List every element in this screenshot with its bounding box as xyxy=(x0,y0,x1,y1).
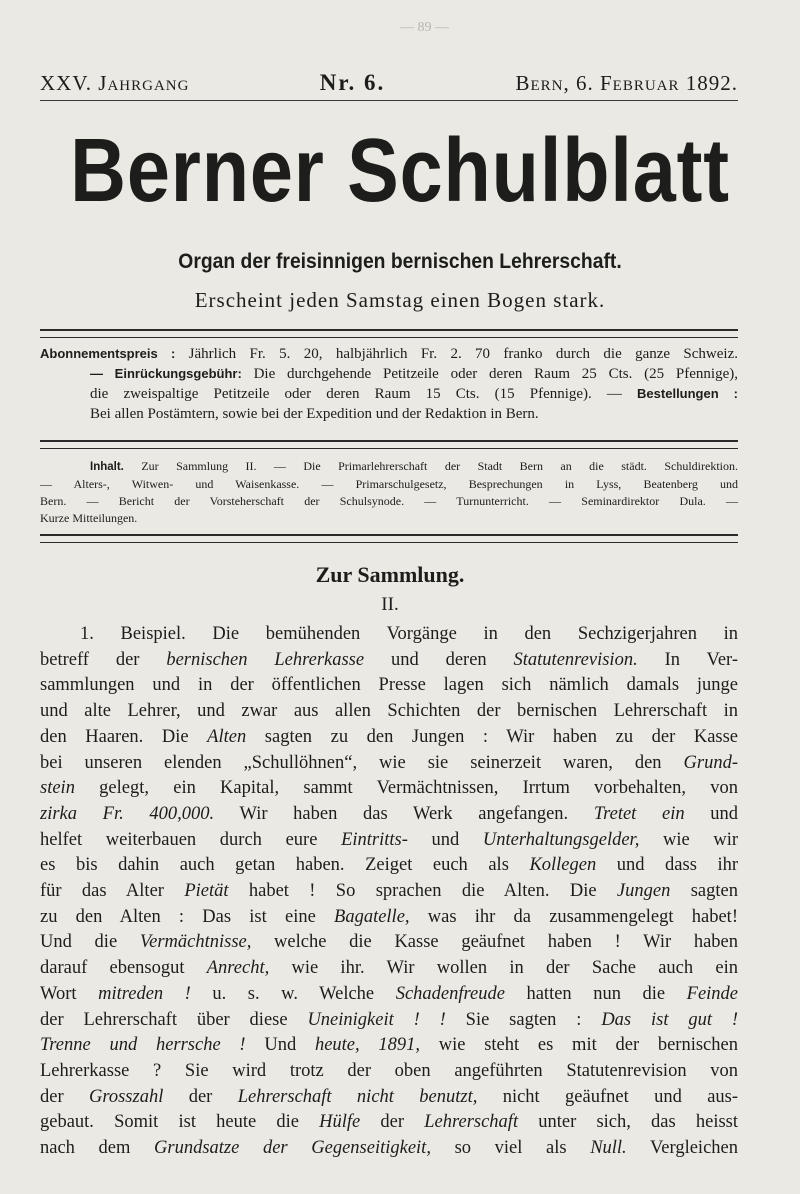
contents-double-rule xyxy=(40,534,738,543)
orders-label: Bestellungen : xyxy=(637,386,738,401)
contents-line: — Alters-, Witwen- und Waisenkasse. — Primarschulgesetz, Besprechungen in Lyss, Beatenberg und xyxy=(40,477,738,491)
issue-number: Nr. 6. xyxy=(319,70,386,95)
article-line: es bis dahin auch getan haben. Zeiget euch als Kollegen und dass ihr xyxy=(40,855,739,876)
volume-label: XXV. Jahrgang xyxy=(40,71,190,95)
article-line: helfet weiterbauen durch eure Eintritts- und Unterhaltungsgelder, wie wir xyxy=(40,829,738,850)
place-date: Bern, 6. Februar 1892. xyxy=(515,71,738,95)
contents-text: Zur Sammlung II. — Die Primarlehrerschaft der Stadt Bern an die städt. Schuldirektion. xyxy=(141,459,739,473)
article-line: stein gelegt, ein Kapital, sammt Vermächtnissen, Irrtum vorbehalten, von xyxy=(40,778,738,799)
subscription-line xyxy=(40,384,738,404)
contents-line: Bern. — Bericht der Vorsteherschaft der Schulsynode. — Turnunterricht. — Seminardirektor Dula. — xyxy=(40,494,738,508)
article-line: zirka Fr. 400,000. Wir haben das Werk angefangen. Tretet ein und xyxy=(40,803,738,824)
subscription-line xyxy=(40,364,738,384)
table-of-contents xyxy=(40,458,738,527)
article-line: 1. Beispiel. Die bemühenden Vorgänge in den Sechzigerjahren in xyxy=(80,624,738,644)
insertion-fee-text-2: die zweispaltige Petitzeile oder deren Raum 15 Cts. (15 Pfennige). — xyxy=(90,386,622,402)
publication-frequency: Erscheint jeden Samstag einen Bogen stark. xyxy=(194,288,606,312)
article-line: für das Alter Pietät habet ! So sprachen die Alten. Die Jungen sagten xyxy=(40,881,738,902)
article-line: sammlungen und in der öffentlichen Presse lagen sich nämlich damals junge xyxy=(40,675,738,696)
article-line: Und die Vermächtnisse, welche die Kasse geäufnet haben ! Wir haben xyxy=(40,932,738,953)
issue-header xyxy=(40,70,738,96)
article-line: gebaut. Somit ist heute die Hülfe der Lehrerschaft unter sich, das heisst xyxy=(40,1112,739,1133)
subscription-line xyxy=(40,344,738,364)
masthead-double-rule xyxy=(40,329,738,338)
article-line: zu den Alten : Das ist eine Bagatelle, was ihr da zusammengelegt habet! xyxy=(40,906,738,927)
article-line: und alte Lehrer, und zwar aus allen Schichten der bernischen Lehrerschaft in xyxy=(40,701,738,722)
article-line: Trenne und herrsche ! Und heute, 1891, wie steht es mit der bernischen xyxy=(40,1035,738,1056)
article-line: betreff der bernischen Lehrerkasse und deren Statutenrevision. In Ver- xyxy=(40,649,738,670)
contents-label: Inhalt. xyxy=(90,461,124,473)
subscription-line xyxy=(40,404,738,424)
article-line: nach dem Grundsatze der Gegenseitigkeit, so viel als Null. Vergleichen xyxy=(40,1138,738,1159)
subscription-double-rule xyxy=(40,440,738,449)
insertion-fee-text: Die durchgehende Petitzeile oder deren Raum 25 Cts. (25 Pfennige), xyxy=(253,366,738,382)
masthead-title: Berner Schulblatt xyxy=(70,121,730,221)
insertion-fee-label: — Einrückungsgebühr: xyxy=(90,366,242,381)
contents-line xyxy=(40,458,738,476)
article-part: II. xyxy=(381,594,399,615)
article-line: den Haaren. Die Alten sagten zu den Jungen : Wir haben zu der Kasse xyxy=(40,726,739,747)
article-line: darauf ebensogut Anrecht, wie ihr. Wir wollen in der Sache auch ein xyxy=(40,958,738,979)
article-line: Lehrerkasse ? Sie wird trotz der oben angeführten Statutenrevision von xyxy=(40,1060,738,1081)
orders-text: Bei allen Postämtern, sowie bei der Expedition und der Redaktion in Bern. xyxy=(90,406,539,422)
article-line: der Grosszahl der Lehrerschaft nicht benutzt, nicht geäufnet und aus- xyxy=(40,1086,739,1107)
article-line: bei unseren elenden „Schullöhnen“, wie sie seinerzeit waren, den Grund- xyxy=(40,752,738,773)
masthead-subtitle: Organ der freisinnigen bernischen Lehrerschaft. xyxy=(178,250,622,273)
article-title: Zur Sammlung. xyxy=(315,562,465,587)
article-line: Wort mitreden ! u. s. w. Welche Schadenfreude hatten nun die Feinde xyxy=(40,983,739,1004)
article-line: der Lehrerschaft über diese Uneinigkeit ! ! Sie sagten : Das ist gut ! xyxy=(40,1009,738,1030)
subscription-info xyxy=(40,344,738,424)
article-body xyxy=(40,622,738,1162)
header-rule xyxy=(40,100,738,101)
subscription-label: Abonnementspreis : xyxy=(40,346,176,361)
contents-line: Kurze Mitteilungen. xyxy=(40,511,138,525)
page-number: — 89 — xyxy=(400,20,449,35)
subscription-text: Jährlich Fr. 5. 20, halbjährlich Fr. 2. 70 franko durch die ganze Schweiz. xyxy=(188,346,738,362)
